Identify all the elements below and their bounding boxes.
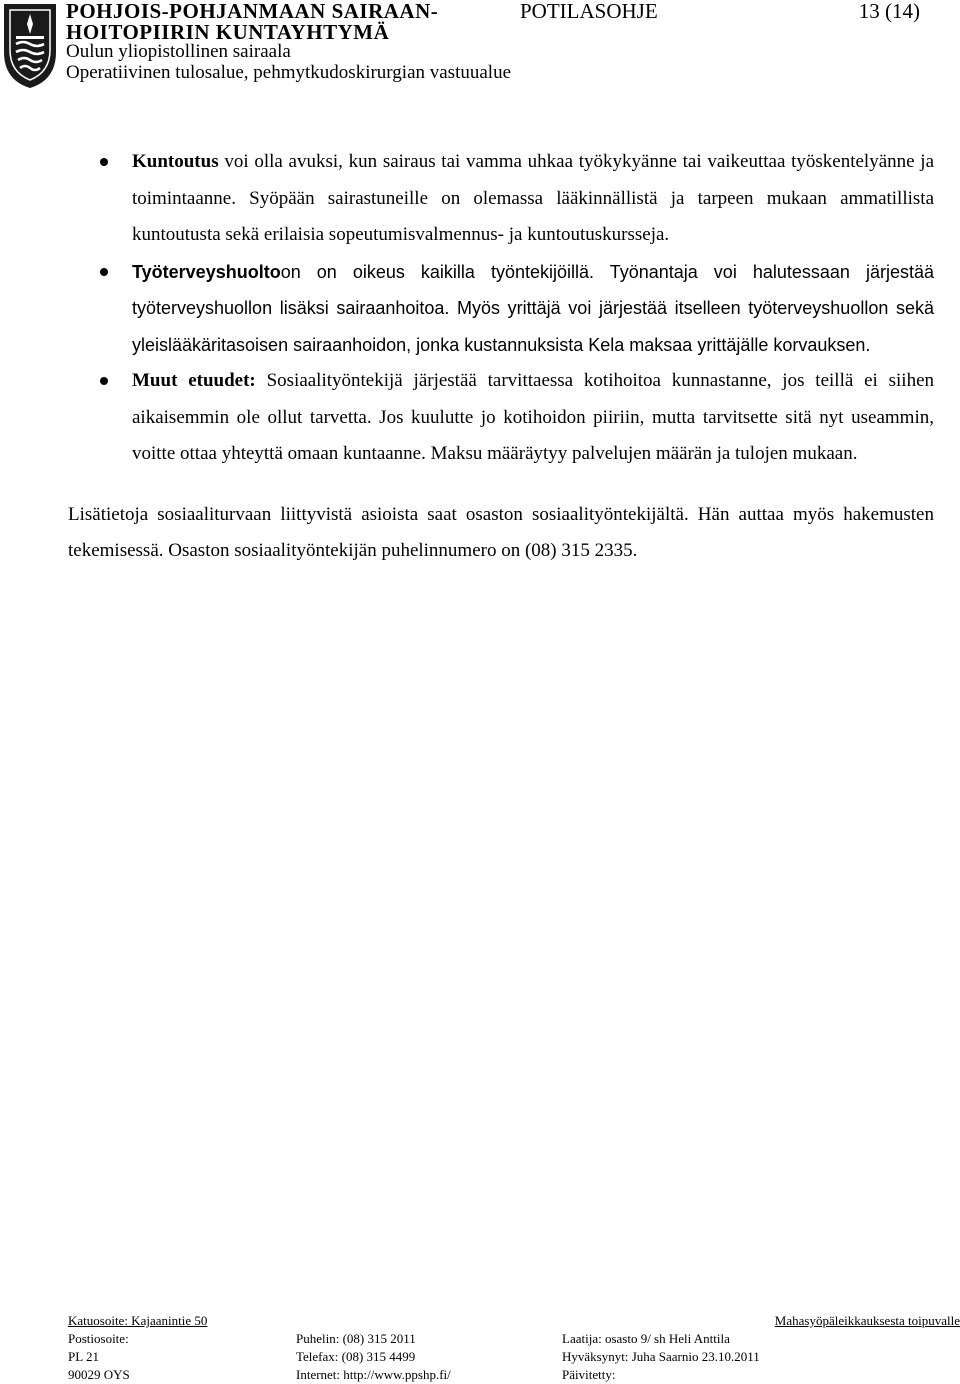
footer-address-column (68, 1312, 207, 1384)
phone: Puhelin: (08) 315 2011 (296, 1331, 416, 1346)
page-number: 13 (14) (858, 0, 920, 23)
bullet-icon (100, 268, 108, 276)
list-item (68, 254, 934, 364)
list-item (68, 363, 934, 473)
document-body (68, 144, 934, 589)
bullet-icon (100, 377, 108, 385)
list-item-text: voi olla avuksi, kun sairaus tai vamma uhkaa työkykyänne tai vaikeuttaa työskentelyänne ja toimintaanne. Syöpään sairastuneille on olemassa lääkinnällistä ja tarpeen mukaan ammatillista kuntoutusta sekä erilaisia sopeutumisvalmennus- ja kuntoutuskursseja. (132, 151, 934, 245)
page-header (0, 0, 960, 95)
document-title: Mahasyöpäleikkauksesta toipuvalle (774, 1313, 960, 1328)
author: Laatija: osasto 9/ sh Heli Anttila (562, 1331, 730, 1346)
fax: Telefax: (08) 315 4499 (296, 1349, 416, 1364)
page-footer (68, 1312, 960, 1382)
bullet-icon (100, 158, 108, 166)
list-item-heading: Kuntoutus (132, 151, 219, 172)
bullet-list (68, 144, 934, 473)
list-item-heading: Muut etuudet: (132, 370, 256, 391)
footer-approval-column (562, 1330, 760, 1384)
closing-paragraph: Lisätietoja sosiaaliturvaan liittyvistä asioista saat osaston sosiaalityöntekijältä. Hän auttaa myös hakemusten tekemisessä. Osaston sosiaalityöntekijän puhelinnumero on (08) 315 2335. (68, 503, 934, 561)
list-item-text: Sosiaalityöntekijä järjestää tarvittaessa kotihoitoa kunnastanne, jos teillä ei siihen aikaisemmin ole ollut tarvetta. Jos kuulutte jo kotihoidon piiriin, mutta tarvitsette sitä nyt useammin, voitte ottaa yhteyttä omaan kuntaanne. Maksu määräytyy palvelujen määrän ja tulojen mukaan. (132, 370, 934, 464)
postcode: 90029 OYS (68, 1367, 130, 1382)
hospital-name: Oulun yliopistollinen sairaala (66, 41, 291, 62)
po-box: PL 21 (68, 1349, 99, 1364)
approved-by: Hyväksynyt: Juha Saarnio 23.10.2011 (562, 1349, 760, 1364)
postal-label: Postiosoite: (68, 1331, 129, 1346)
coat-of-arms-logo (0, 0, 60, 90)
list-item (68, 144, 934, 254)
unit-name: Operatiivinen tulosalue, pehmytkudoskirurgian vastuualue (66, 62, 511, 83)
list-item-heading: Työterveyshuolto (132, 261, 281, 282)
list-item-text: on on oikeus kaikilla työntekijöillä. Työnantaja voi halutessaan järjestää työterveyshuollon lisäksi sairaanhoitoa. Myös yrittäjä voi järjestää itselleen työterveyshuollon sekä yleislääkäritasoisen sairaanhoidon, jonka kustannuksista Kela maksaa yrittäjälle korvauksen. (132, 261, 934, 355)
footer-contact-column (296, 1330, 451, 1384)
visiting-address: Katuosoite: Kajaanintie 50 (68, 1313, 208, 1328)
footer-doc-title (775, 1312, 960, 1330)
website-link[interactable]: Internet: http://www.ppshp.fi/ (296, 1367, 451, 1382)
document-type: POTILASOHJE (520, 0, 658, 23)
updated: Päivitetty: (562, 1367, 616, 1382)
org-name-line2: HOITOPIIRIN KUNTAYHTYMÄ (66, 20, 390, 44)
org-name-line1: POHJOIS-POHJANMAAN SAIRAAN- (66, 0, 439, 23)
